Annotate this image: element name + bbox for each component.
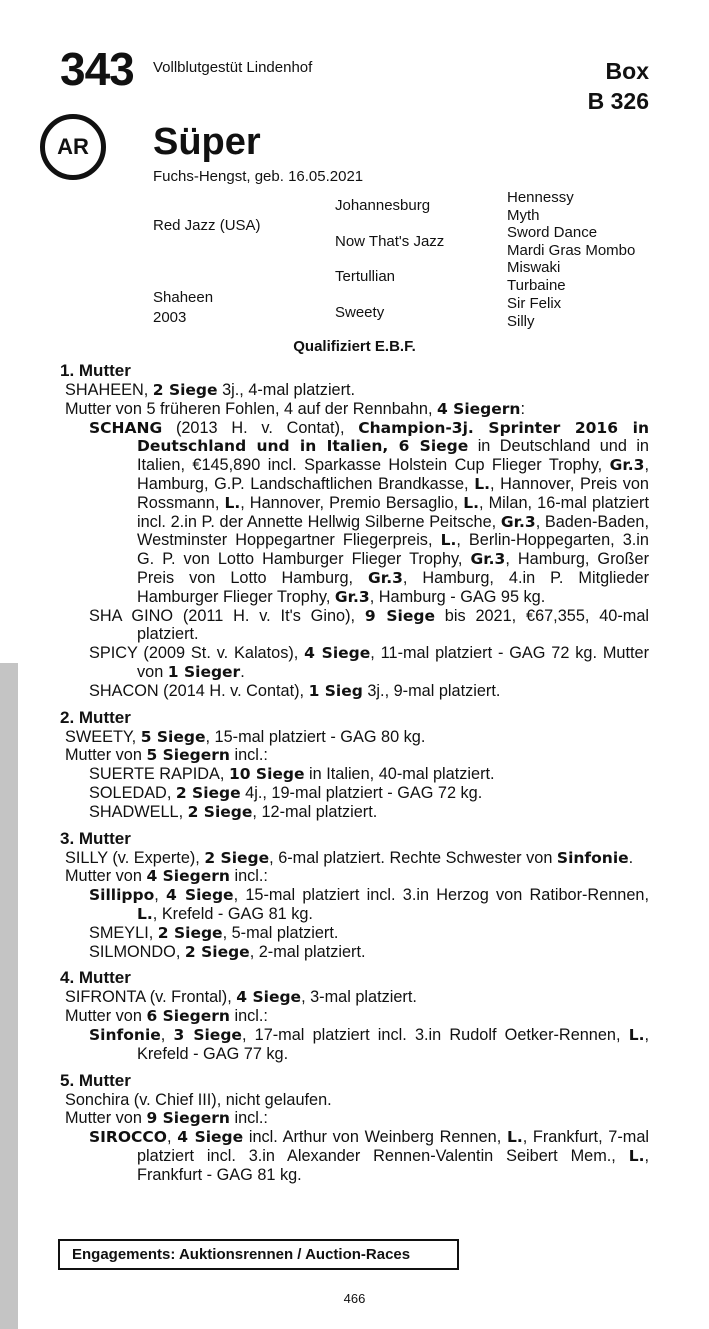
dam-offspring-summary: Mutter von 4 Siegern incl.:: [65, 867, 268, 886]
progeny-entry: SOLEDAD, 2 Siege 4j., 19-mal platziert - GAG 72 kg.: [89, 783, 483, 802]
progeny-entry: SIROCCO, 4 Siege incl. Arthur von Weinberg Rennen, L., Frankfurt, 7-mal platziert incl. 3.in Alexander Rennen-Valentin Seibert Mem., L., Frankfurt - GAG 81 kg.: [89, 1128, 649, 1184]
section-fifth-dam: [60, 1071, 649, 1185]
section-fourth-dam: [60, 968, 649, 1063]
dam-line-text: SIFRONTA (v. Frontal), 4 Siege, 3-mal platziert.: [65, 988, 417, 1007]
pedigree-g3: Hennessy: [507, 189, 574, 206]
dam-line-text: Sonchira (v. Chief III), nicht gelaufen.: [65, 1090, 332, 1109]
dam-line: [60, 361, 649, 1191]
box-number: B 326: [587, 88, 649, 114]
ar-badge: AR: [40, 114, 106, 180]
progeny-entry: Sillippo, 4 Siege, 15-mal platziert incl. 3.in Herzog von Ratibor-Rennen, L., Krefeld - GAG 81 kg.: [89, 886, 649, 923]
pedigree-g2: Now That's Jazz: [335, 233, 445, 250]
pedigree-g3: Silly: [507, 313, 535, 330]
section-title: 5. Mutter: [60, 1070, 131, 1090]
section-title: 3. Mutter: [60, 828, 131, 848]
dam-offspring-summary: Mutter von 9 Siegern incl.:: [65, 1109, 268, 1128]
box-label: Box: [605, 58, 649, 84]
progeny-entry: Sinfonie, 3 Siege, 17-mal platziert incl. 3.in Rudolf Oetker-Rennen, L., Krefeld - GAG 77 kg.: [89, 1025, 649, 1063]
progeny-entry: SHADWELL, 2 Siege, 12-mal platziert.: [89, 802, 378, 821]
page-edge-bar: [0, 663, 18, 1329]
box-info: [588, 56, 649, 116]
qualification: Qualifiziert E.B.F.: [293, 338, 416, 355]
progeny-entry: SPICY (2009 St. v. Kalatos), 4 Siege, 11-mal platziert - GAG 72 kg. Mutter von 1 Sieger.: [89, 644, 650, 681]
dam-offspring-summary: Mutter von 5 früheren Fohlen, 4 auf der Rennbahn, 4 Siegern:: [65, 399, 525, 418]
section-first-dam: [60, 361, 649, 701]
pedigree-g3: Miswaki: [507, 259, 561, 276]
engagements-box: Engagements: Auktionsrennen / Auction-Races: [58, 1239, 459, 1270]
progeny-entry: SHA GINO (2011 H. v. It's Gino), 9 Siege bis 2021, €67,355, 40-mal platziert.: [89, 606, 649, 644]
pedigree-g2: Tertullian: [335, 268, 396, 285]
horse-name: Süper: [153, 121, 261, 163]
section-second-dam: [60, 708, 649, 822]
progeny-entry: SUERTE RAPIDA, 10 Siege in Italien, 40-mal platziert.: [89, 765, 495, 784]
progeny-entry: SHACON (2014 H. v. Contat), 1 Sieg 3j., 9-mal platziert.: [89, 681, 501, 700]
progeny-entry: SCHANG (2013 H. v. Contat), Champion-3j. Sprinter 2016 in Deutschland und in Italien, 6 Siege in Deutschland und in Italien, €145,890 incl. Sparkasse Holstein Cup Flieger Trophy, Gr.3, Hamburg, G.P. Landschaftlichen Brandkasse, L., Hannover, Preis von Rossmann, L., Hannover, Premio Bersaglio, L., Milan, 16-mal platziert incl. 2.in P. der Annette Hellwig Silberne Peitsche, Gr.3, Baden-Baden, Westminster Hoppegartner Fliegerpreis, L., Berlin-Hoppegarten, 3.in G. P. von Lotto Hamburger Flieger Trophy, Gr.3, Hamburg, Großer Preis von Lotto Hamburg, Gr.3, Hamburg, 4.in P. Mitglieder Hamburger Flieger Trophy, Gr.3, Hamburg - GAG 95 kg.: [89, 418, 650, 606]
section-third-dam: [60, 829, 649, 962]
progeny-entry: SMEYLI, 2 Siege, 5-mal platziert.: [89, 923, 339, 942]
pedigree-g3: Mardi Gras Mombo: [507, 242, 636, 259]
lot-number: 343: [60, 43, 134, 95]
pedigree-dam-year: 2003: [153, 309, 187, 326]
dam-line-text: SHAHEEN, 2 Siege 3j., 4-mal platziert.: [65, 381, 356, 399]
progeny-entry: SILMONDO, 2 Siege, 2-mal platziert.: [89, 942, 366, 961]
section-title: 1. Mutter: [60, 361, 131, 380]
pedigree-dam: Shaheen: [153, 289, 214, 306]
section-title: 4. Mutter: [60, 968, 131, 988]
pedigree-g3: Turbaine: [507, 277, 566, 294]
page-number: 466: [343, 1291, 366, 1306]
dam-line-text: SILLY (v. Experte), 2 Siege, 6-mal platziert. Rechte Schwester von Sinfonie.: [65, 848, 634, 867]
pedigree-g3: Sir Felix: [507, 295, 562, 312]
dam-offspring-summary: Mutter von 5 Siegern incl.:: [65, 746, 268, 765]
pedigree-g2: Johannesburg: [335, 197, 431, 214]
pedigree-g2: Sweety: [335, 304, 385, 321]
pedigree-sire: Red Jazz (USA): [153, 217, 261, 234]
owner: Vollblutgestüt Lindenhof: [153, 59, 313, 76]
dam-line-text: SWEETY, 5 Siege, 15-mal platziert - GAG 80 kg.: [65, 727, 426, 746]
pedigree-g3: Myth: [507, 207, 540, 224]
horse-description: Fuchs-Hengst, geb. 16.05.2021: [153, 168, 364, 185]
dam-offspring-summary: Mutter von 6 Siegern incl.:: [65, 1007, 268, 1026]
pedigree-g3: Sword Dance: [507, 224, 598, 241]
section-title: 2. Mutter: [60, 707, 131, 727]
